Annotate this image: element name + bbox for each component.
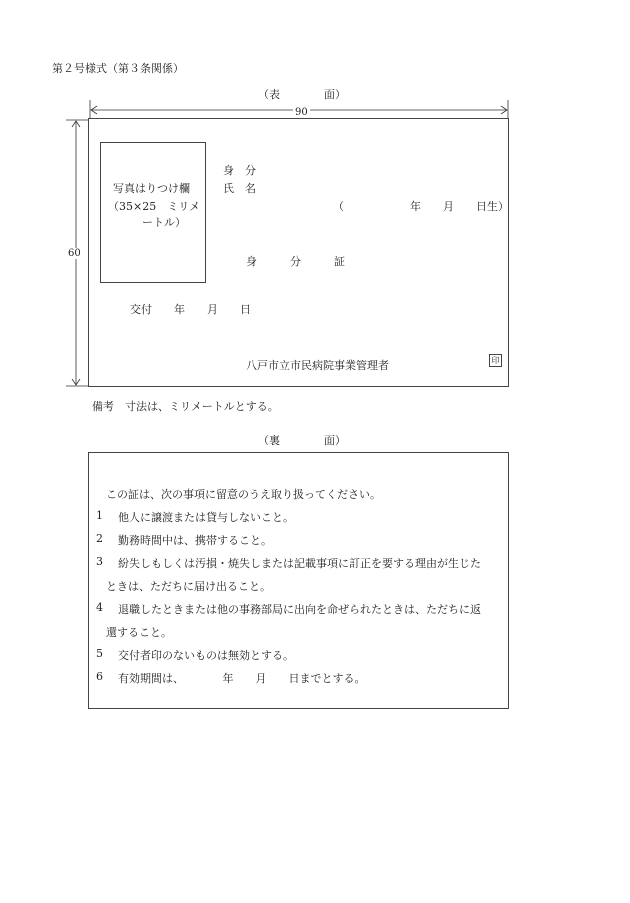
item-5-text: 交付者印のないものは無効とする。	[118, 649, 294, 662]
label-shimei: 氏 名	[223, 182, 256, 195]
item-4-text-line-1: 退職したときまたは他の事務部局に出向を命ぜられたときは、ただちに返	[118, 603, 481, 616]
issue-date: 交付 年 月 日	[130, 303, 251, 316]
front-heading: （表 面）	[258, 88, 346, 101]
birth-date: （ 年 月 日生）	[333, 200, 509, 213]
card-title: 身 分 証	[246, 255, 345, 268]
item-4-text-line-2: 還すること。	[106, 626, 172, 639]
seal-mark: 印	[489, 354, 502, 367]
item-3-text-line-1: 紛失しもしくは汚損・焼失しまたは記載事項に訂正を要する理由が生じた	[118, 557, 481, 570]
photo-label-line-3: ートル）	[142, 216, 186, 229]
height-label: 60	[68, 248, 81, 259]
item-2-number: 2	[96, 532, 103, 545]
item-3-text-line-2: ときは、ただちに届け出ること。	[106, 580, 271, 593]
form-title: 第２号様式（第３条関係）	[52, 62, 184, 75]
item-5-number: 5	[96, 647, 103, 660]
label-mibun: 身 分	[223, 164, 256, 177]
item-6-text: 有効期間は、 年 月 日までとする。	[118, 672, 366, 685]
photo-label-line-1: 写真はりつけ欄	[113, 182, 190, 195]
width-label: 90	[295, 107, 308, 118]
item-6-number: 6	[96, 670, 103, 683]
item-1-text: 他人に譲渡または貸与しないこと。	[118, 511, 294, 524]
back-heading: （裏 面）	[258, 434, 346, 447]
item-2-text: 勤務時間中は、携帯すること。	[118, 534, 272, 547]
photo-label-line-2: （35×25 ミリメ	[108, 200, 200, 213]
back-intro: この証は、次の事項に留意のうえ取り扱ってください。	[106, 488, 381, 501]
item-3-number: 3	[96, 555, 103, 568]
item-1-number: 1	[96, 509, 103, 522]
item-4-number: 4	[96, 601, 103, 614]
issuer: 八戸市立市民病院事業管理者	[246, 359, 389, 372]
note: 備考 寸法は、ミリメートルとする。	[92, 400, 279, 413]
